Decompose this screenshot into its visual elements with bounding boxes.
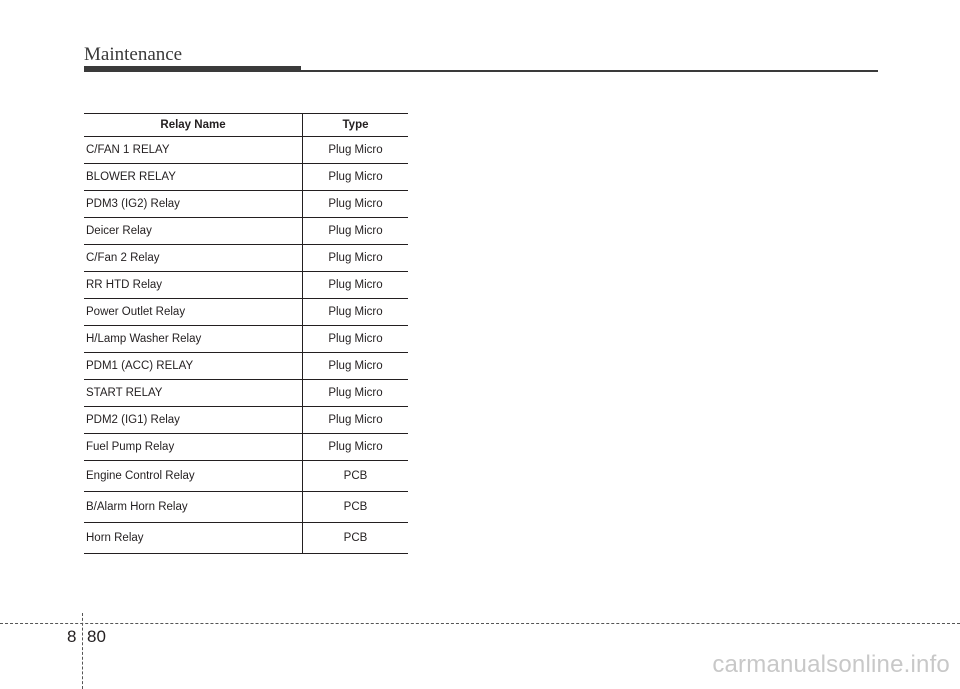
chapter-number: 8 xyxy=(67,627,77,646)
table-row xyxy=(84,492,408,523)
relay-type-cell: Plug Micro xyxy=(303,137,409,164)
relay-type-cell: Plug Micro xyxy=(303,299,409,326)
table-row xyxy=(84,523,408,554)
relay-name-cell: PDM2 (IG1) Relay xyxy=(84,407,303,434)
relay-type-cell: Plug Micro xyxy=(303,380,409,407)
page-number: 80 xyxy=(87,627,106,646)
relay-name-cell: BLOWER RELAY xyxy=(84,164,303,191)
table-row xyxy=(84,434,408,461)
column-header-relay-name: Relay Name xyxy=(84,114,303,137)
section-title: Maintenance xyxy=(84,44,183,65)
table-row xyxy=(84,191,408,218)
table-row xyxy=(84,380,408,407)
table-row xyxy=(84,461,408,492)
table-row xyxy=(84,326,408,353)
table-row xyxy=(84,299,408,326)
relay-type-cell: Plug Micro xyxy=(303,164,409,191)
header-rule-accent xyxy=(84,66,301,72)
column-header-type: Type xyxy=(303,114,409,137)
relay-type-cell: Plug Micro xyxy=(303,407,409,434)
relay-name-cell: RR HTD Relay xyxy=(84,272,303,299)
relay-type-cell: Plug Micro xyxy=(303,245,409,272)
relay-type-cell: PCB xyxy=(303,523,409,554)
footer-divider xyxy=(82,613,83,689)
relay-type-cell: Plug Micro xyxy=(303,353,409,380)
watermark: carmanualsonline.info xyxy=(712,651,950,678)
relay-table xyxy=(84,113,408,554)
table-row xyxy=(84,245,408,272)
relay-name-cell: Fuel Pump Relay xyxy=(84,434,303,461)
table-row xyxy=(84,164,408,191)
relay-name-cell: PDM1 (ACC) RELAY xyxy=(84,353,303,380)
relay-name-cell: C/FAN 1 RELAY xyxy=(84,137,303,164)
table-row xyxy=(84,272,408,299)
relay-name-cell: Power Outlet Relay xyxy=(84,299,303,326)
relay-type-cell: Plug Micro xyxy=(303,434,409,461)
table-row xyxy=(84,137,408,164)
relay-type-cell: Plug Micro xyxy=(303,218,409,245)
table-row xyxy=(84,407,408,434)
footer-rule xyxy=(0,623,960,624)
relay-name-cell: Deicer Relay xyxy=(84,218,303,245)
table-row xyxy=(84,218,408,245)
relay-name-cell: H/Lamp Washer Relay xyxy=(84,326,303,353)
relay-name-cell: PDM3 (IG2) Relay xyxy=(84,191,303,218)
relay-name-cell: C/Fan 2 Relay xyxy=(84,245,303,272)
relay-type-cell: Plug Micro xyxy=(303,191,409,218)
relay-type-cell: Plug Micro xyxy=(303,272,409,299)
relay-type-cell: PCB xyxy=(303,461,409,492)
relay-name-cell: B/Alarm Horn Relay xyxy=(84,492,303,523)
table-header-row xyxy=(84,114,408,137)
relay-name-cell: START RELAY xyxy=(84,380,303,407)
relay-name-cell: Engine Control Relay xyxy=(84,461,303,492)
relay-type-cell: PCB xyxy=(303,492,409,523)
table-row xyxy=(84,353,408,380)
relay-name-cell: Horn Relay xyxy=(84,523,303,554)
relay-type-cell: Plug Micro xyxy=(303,326,409,353)
